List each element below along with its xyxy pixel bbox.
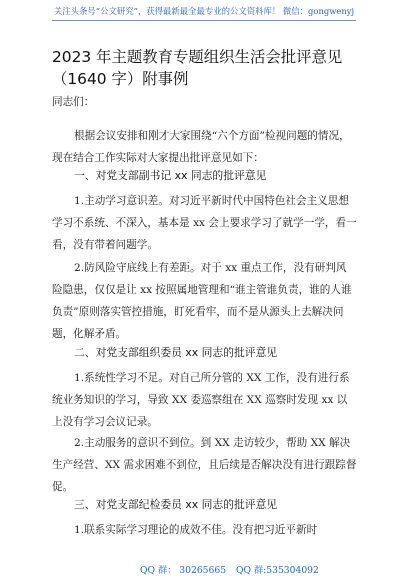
section-2-paragraph-1: 1.系统性学习不足。对自己所分管的 XX 工作，没有进行系统业务知识的学习，导致 XX 委巡察组在 XX 巡察时发现 xx 以上没有学习会议记录。 bbox=[52, 372, 350, 428]
section-heading-3: 三、对党支部纪检委员 xx 同志的批评意见 bbox=[74, 498, 278, 511]
section-2-paragraph-2: 2.主动服务的意识不到位。到 XX 走访较少，帮助 XX 解决生产经营、XX 需求困难不到位，且后续是否解决没有进行跟踪督促。 bbox=[52, 437, 357, 493]
qq-group-link-2[interactable]: QQ 群:535304092 bbox=[236, 565, 319, 576]
section-1-paragraph-2: 2.防风险守底线上有差距。对于 xx 重点工作，没有研判风险隐患，仅仅是让 xx 按照属地管理和“谁主管谁负责，谁的人谁负责”原则落实管控措施，盯死看牢，而不是从源头上去解决问题，化解矛盾。 bbox=[52, 262, 352, 340]
section-heading-2: 二、对党支部组织委员 xx 同志的批评意见 bbox=[74, 346, 278, 359]
header-divider bbox=[52, 20, 356, 21]
section-heading-1: 一、对党支部副书记 xx 同志的批评意见 bbox=[74, 169, 267, 182]
intro-paragraph: 根据会议安排和刚才大家围绕“六个方面”检视问题的情况，现在结合工作实际对大家提出批评意见如下： bbox=[52, 130, 350, 164]
salutation: 同志们： bbox=[52, 96, 95, 108]
footer-bar bbox=[0, 545, 408, 580]
document-title: 2023 年主题教育专题组织生活会批评意见（1640 字）附事例 bbox=[52, 48, 343, 88]
qq-group-link-1[interactable]: QQ 群： 30265665 bbox=[140, 565, 227, 576]
section-1-paragraph-1: 1.主动学习意识差。对习近平新时代中国特色社会主义思想学习不系统、不深入，基本是 xx 会上要求学习了就学一学，看一看，没有带着问题学。 bbox=[52, 195, 357, 251]
section-3-paragraph-1: 1.联系实际学习理论的成效不佳。没有把习近平新时 bbox=[74, 524, 318, 536]
header-note: 关注头条号“公文研究”，获得最新最全最专业的公文资料库！ 微信：gongwenyj bbox=[53, 6, 355, 16]
